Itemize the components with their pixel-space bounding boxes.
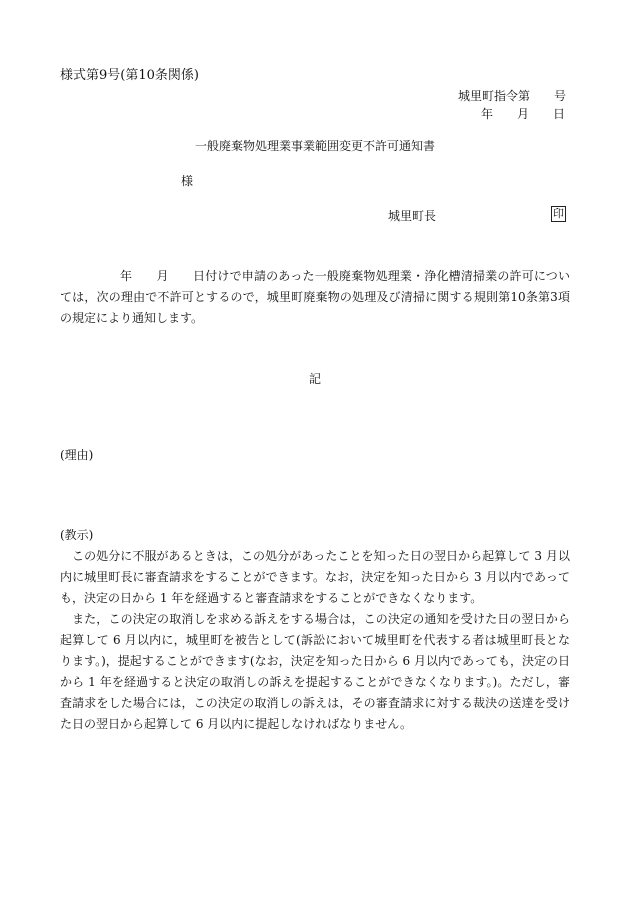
sender-title: 城里町長 bbox=[388, 209, 437, 223]
notice-date: 年 月 日 bbox=[481, 107, 566, 121]
reason-heading: (理由) bbox=[60, 448, 94, 462]
instruction-heading: (教示) bbox=[60, 528, 94, 542]
document-title: 一般廃棄物処理業事業範囲変更不許可通知書 bbox=[194, 139, 435, 153]
instruction-paragraph-1: この処分に不服があるときは，この処分があったことを知った日の翌日から起算して 3 月以内に城里町長に審査請求をすることができます。なお，決定を知った日から 3 月以内であっても，決定の日から 1 年を経過すると審査請求をすることができなくなります。 bbox=[60, 549, 570, 605]
form-number: 様式第9号(第10条関係) bbox=[60, 68, 199, 83]
body-paragraph: 年 月 日付けで申請のあった一般廃棄物処理業・浄化槽清掃業の許可については，次の理由で不許可とするので，城里町廃棄物の処理及び清掃に関する規則第10条第3項の規定により通知します。 bbox=[60, 269, 570, 325]
addressee-line: 様 bbox=[181, 174, 194, 188]
ki-label: 記 bbox=[308, 372, 321, 386]
notice-number: 城里町指令第 号 bbox=[458, 89, 567, 103]
seal-mark: 印 bbox=[553, 207, 564, 220]
instruction-paragraph-2: また，この決定の取消しを求める訴えをする場合は，この決定の通知を受けた日の翌日から起算して 6 月以内に，城里町を被告として(訴訟において城里町を代表する者は城里町長となります。)，提起することができます(なお，決定を知った日から 6 月以内であっても，決定の日から 1 年を経過すると決定の取消しの訴えを提起することができなくなります。)。ただし，審査請求をした場合には，この決定の取消しの訴えは，その審査請求に対する裁決の送達を受けた日の翌日から起算して 6 月以内に提起しなければなりません。 bbox=[60, 612, 570, 731]
